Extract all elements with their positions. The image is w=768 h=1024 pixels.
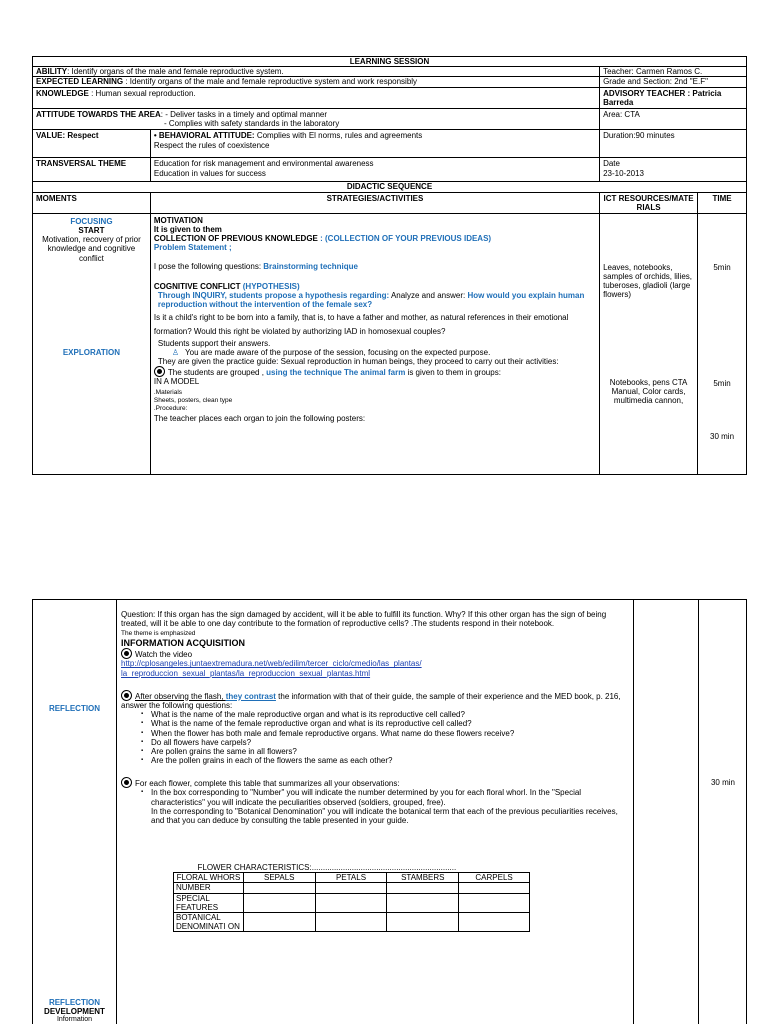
places-text: The teacher places each organ to join the following posters: — [153, 413, 366, 423]
materials-label: .Materials — [153, 388, 183, 396]
bottom-moments — [33, 998, 116, 1024]
list-item: ▪ Do all flowers have carpels? — [133, 738, 627, 747]
table-header-cell: STAMBERS — [387, 873, 459, 883]
list-item: ▪ In the box corresponding to "Number" you will indicate the number determined by you for each floral whorl. In the "Special characteristics" you will indicate the peculiarities observed (soldiers, grouped, free). — [133, 788, 627, 806]
time-1: 5min — [713, 262, 731, 272]
table-row — [174, 912, 530, 931]
table-cell[interactable] — [459, 893, 530, 912]
flower-table-title: FLOWER CHARACTERISTICS:................................................................. — [174, 863, 530, 873]
hazard-symbol-icon — [121, 690, 132, 701]
pointer-icon: ♙ — [171, 347, 180, 357]
expected-learning-cell — [33, 77, 600, 87]
table-row-label: BOTANICAL DENOMINATI ON — [174, 912, 244, 931]
after-line — [121, 690, 627, 710]
table-cell[interactable] — [459, 883, 530, 893]
lesson-plan-page-1 — [32, 56, 747, 475]
support-text: Students support their answers. — [157, 338, 271, 348]
table-cell[interactable] — [315, 912, 387, 931]
header-strategies: STRATEGIES/ACTIVITIES — [150, 192, 599, 213]
table-header-cell: SEPALS — [243, 873, 315, 883]
resources-1: Leaves, notebooks, samples of orchids, lilies, tuberoses, gladioli (large flowers) — [603, 262, 692, 300]
teacher-cell: Teacher: Carmen Ramos C. — [600, 67, 747, 77]
header-ict: ICT RESOURCES/MATE RIALS — [600, 192, 698, 213]
behavioral-cell — [150, 130, 599, 158]
value-cell: VALUE: Respect — [33, 130, 151, 158]
reflection-label-1: REFLECTION — [48, 704, 101, 713]
after-text-1: After observing the flash, — [135, 691, 226, 701]
table-cell[interactable] — [243, 883, 315, 893]
time-3: 30 min — [710, 431, 735, 441]
inquiry-text: Through INQUIRY, students propose a hypothesis regarding: — [157, 291, 390, 300]
grouped-technique: using the technique The animal farm — [266, 368, 406, 378]
knowledge-label: KNOWLEDGE — [36, 88, 89, 98]
table-row-label: NUMBER — [174, 883, 244, 893]
time-2: 5min — [713, 378, 731, 388]
advisory-cell: ADVISORY TEACHER : Patricia Barreda — [600, 87, 747, 108]
grade-cell: Grade and Section: 2nd "E.F" — [600, 77, 747, 87]
column-divider — [116, 600, 117, 1024]
list-item: ▪ What is the name of the male reproductive organ and what is its reproductive cell called? — [133, 710, 627, 719]
start-description: Motivation, recovery of prior knowledge and cognitive conflict — [42, 235, 141, 263]
questions-list — [121, 710, 627, 765]
behavioral-text: Complies with El norms, rules and agreements — [254, 131, 423, 141]
transversal-line-2: Education in values for success — [153, 168, 266, 178]
table-row — [174, 883, 530, 893]
ability-text: : Identify organs of the male and female reproductive system. — [67, 67, 284, 77]
list-item: ▪ What is the name of the female reproductive organ and what is its reproductive cell called? — [133, 719, 627, 728]
table-cell[interactable] — [315, 893, 387, 912]
lesson-plan-page-2 — [32, 599, 747, 1024]
focusing-label: FOCUSING — [70, 216, 113, 226]
collection-line — [154, 234, 596, 243]
table-cell[interactable] — [243, 912, 315, 931]
table-row — [174, 873, 530, 883]
video-link-line-2[interactable]: la_reproduccion_sexual_plantas/la_reproduccion_sexual_plantas.html — [121, 668, 371, 678]
motivation-heading: MOTIVATION — [153, 215, 203, 225]
info-heading: INFORMATION ACQUISITION — [121, 637, 245, 648]
table-cell[interactable] — [387, 912, 459, 931]
conflict-heading: COGNITIVE CONFLICT — [153, 281, 243, 291]
conflict-line — [154, 282, 596, 291]
list-item: ▪ When the flower has both male and female reproductive organs. What name do these flowers receive? — [133, 729, 627, 738]
procedure-label: .Procedure: — [153, 405, 188, 413]
collection-note: : (COLLECTION OF YOUR PREVIOUS IDEAS) — [317, 234, 492, 244]
table-cell[interactable] — [243, 893, 315, 912]
list-item: In the corresponding to "Botanical Denomination" you will indicate the botanical term that each of the previous peculiarities receives, and that you can deduce by consulting the table presented in your guide. — [151, 806, 618, 825]
brainstorm-technique: Brainstorming technique — [263, 261, 358, 271]
instructions-list — [121, 788, 627, 825]
column-divider — [698, 600, 699, 1024]
flower-characteristics-table — [173, 863, 530, 932]
hazard-symbol-icon — [121, 648, 132, 659]
given-text: It is given to them — [153, 225, 222, 235]
rights-question: Is it a child's right to be born into a family, that is, to have a father and mother, as natural references in their emotional formation? Would this right be violated by authorizing IAD in homosexual couples? — [153, 313, 569, 336]
table-row-label: SPECIAL FEATURES — [174, 893, 244, 912]
start-label: START — [78, 226, 105, 236]
transversal-label: TRANSVERSAL THEME — [33, 158, 151, 182]
inquiry-question: How would you explain human reproduction without the intervention of the female sex? — [157, 291, 585, 310]
expected-text: : Identify organs of the male and female reproductive system and work responsibly — [123, 77, 418, 87]
guide-text: They are given the practice guide: Sexual reproduction in human beings, they proceed to carry out their activities: — [157, 356, 559, 366]
knowledge-cell — [33, 87, 600, 108]
column-divider — [633, 600, 634, 1024]
attitude-line-1: : - Deliver tasks in a timely and optimal manner — [160, 109, 328, 119]
table-cell[interactable] — [315, 883, 387, 893]
inquiry-instruction: Analyze and answer: — [389, 291, 468, 300]
table-cell[interactable] — [459, 912, 530, 931]
didactic-sequence-title: DIDACTIC SEQUENCE — [33, 182, 747, 192]
time-cell — [698, 213, 747, 474]
watch-line — [121, 648, 627, 659]
table-header-cell: CARPELS — [459, 873, 530, 883]
inquiry-block — [154, 291, 596, 309]
model-heading: IN A MODEL — [153, 377, 200, 387]
table-cell[interactable] — [387, 893, 459, 912]
table-cell[interactable] — [387, 883, 459, 893]
transversal-line-1: Education for risk management and environmental awareness — [153, 159, 374, 169]
collection-heading: COLLECTION OF PREVIOUS KNOWLEDGE — [153, 234, 318, 244]
question-text: Question: If this organ has the sign damaged by accident, will it be able to fulfill its function. Why? If this other organ has the sign of being treated, will it be able to one day contribute to the formation of reproductive cells? .The students respond in their notebook. — [121, 610, 607, 629]
grouped-end: is given to them in groups: — [405, 368, 501, 378]
aware-line — [154, 348, 596, 357]
foreach-line — [121, 777, 627, 788]
attitude-label: ATTITUDE TOWARDS THE AREA — [36, 109, 161, 119]
list-item: ▪ Are the pollen grains in each of the flowers the same as each other? — [133, 756, 627, 765]
foreach-text: For each flower, complete this table that summarizes all your observations: — [135, 779, 400, 789]
strategies-cell — [150, 213, 599, 474]
lesson-plan-table — [32, 56, 747, 475]
page-2-content — [121, 610, 627, 825]
information-label: Information — [56, 1016, 93, 1024]
table-header-cell: PETALS — [315, 873, 387, 883]
ability-label: ABILITY — [36, 67, 68, 77]
materials-text: Sheets, posters, clean type — [153, 396, 233, 404]
header-time: TIME — [698, 192, 747, 213]
attitude-cell — [33, 108, 600, 129]
duration-cell: Duration:90 minutes — [600, 130, 747, 158]
resources-2: Notebooks, pens CTA Manual, Color cards, multimedia cannon, — [609, 377, 688, 406]
table-header-cell: FLORAL WHORS — [174, 873, 244, 883]
header-moments: MOMENTS — [33, 192, 151, 213]
transversal-cell — [150, 158, 599, 182]
table-row — [174, 893, 530, 912]
behavioral-line-2: Respect the rules of coexistence — [153, 140, 270, 150]
reflection-label-2: REFLECTION — [48, 998, 101, 1007]
moments-cell — [33, 213, 151, 474]
time-reflection: 30 min — [710, 778, 735, 787]
session-title: LEARNING SESSION — [33, 57, 747, 67]
aware-text: You are made aware of the purpose of the session, focusing on the expected purpose. — [185, 347, 491, 357]
development-label: DEVELOPMENT — [44, 1007, 105, 1017]
contrast-text: they contrast — [225, 691, 276, 701]
exploration-label: EXPLORATION — [62, 347, 121, 357]
watch-text: Watch the video — [135, 650, 193, 660]
resources-cell — [600, 213, 698, 474]
knowledge-text: : Human sexual reproduction. — [88, 88, 196, 98]
attitude-line-2: - Complies with safety standards in the laboratory — [164, 119, 340, 129]
area-cell: Area: CTA — [600, 108, 747, 129]
date-cell — [600, 158, 747, 182]
pose-text: I pose the following questions: — [153, 261, 264, 271]
video-link-line-1[interactable]: http://cplosangeles.juntaextremadura.net/web/edilim/tercer_ciclo/cmedio/las_plantas/ — [121, 659, 422, 669]
list-item: ▪ Are pollen grains the same in all flowers? — [133, 747, 627, 756]
grouped-line — [154, 366, 596, 377]
hazard-symbol-icon — [154, 366, 165, 377]
expected-label: EXPECTED LEARNING — [36, 77, 124, 87]
date-label: Date — [603, 159, 620, 169]
pose-line — [154, 262, 596, 271]
theme-text: The theme is emphasized — [121, 630, 196, 638]
behavioral-label: • BEHAVIORAL ATTITUDE: — [153, 131, 255, 141]
date-value: 23-10-2013 — [603, 168, 644, 178]
conflict-note: (HYPOTHESIS) — [242, 281, 300, 291]
problem-statement: Problem Statement ; — [153, 243, 232, 253]
grouped-text: The students are grouped , — [167, 368, 267, 378]
ability-cell — [33, 67, 600, 77]
hazard-symbol-icon — [121, 777, 132, 788]
after-text-2: the information with that of their guide, the sample of their experience and the MED book, p. 216, answer the following questions: — [121, 691, 621, 710]
